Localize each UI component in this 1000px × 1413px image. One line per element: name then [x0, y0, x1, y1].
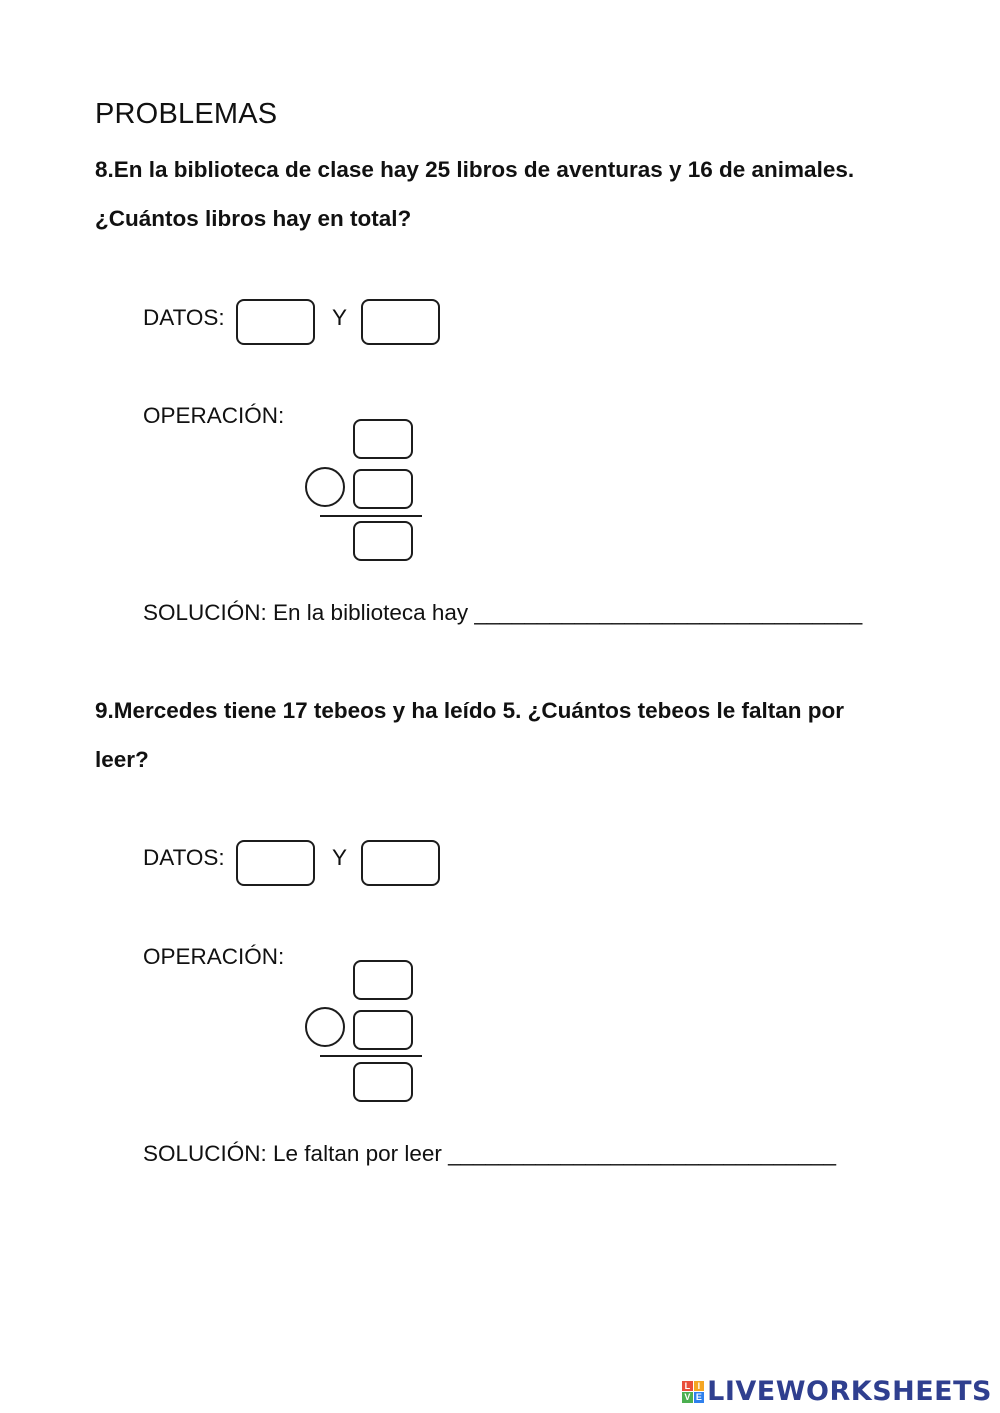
liveworksheets-logo-icon: [682, 1381, 704, 1403]
operacion-label: OPERACIÓN:: [143, 944, 285, 969]
datos-label: DATOS:: [143, 305, 225, 330]
result-box[interactable]: [353, 521, 413, 561]
operand-2-box[interactable]: [353, 1010, 413, 1050]
operacion-label: OPERACIÓN:: [143, 403, 285, 428]
operation-line: [320, 1055, 422, 1057]
liveworksheets-logo: [682, 1376, 992, 1407]
and-label: Y: [332, 305, 348, 330]
problem-8-question: ¿Cuántos libros hay en total?: [95, 206, 412, 231]
result-box[interactable]: [353, 1062, 413, 1102]
solucion-line[interactable]: SOLUCIÓN: En la biblioteca hay _______________________________: [143, 600, 863, 625]
logo-tile-l: L: [682, 1381, 693, 1392]
problem-8-statement: 8.En la biblioteca de clase hay 25 libros de aventuras y 16 de animales.: [95, 157, 855, 182]
operator-sign-circle[interactable]: [305, 467, 345, 507]
logo-tile-v: V: [682, 1392, 693, 1403]
logo-tile-e: E: [694, 1392, 705, 1403]
operand-1-box[interactable]: [353, 419, 413, 459]
page-title: PROBLEMAS: [95, 98, 278, 130]
logo-tile-i: I: [694, 1381, 705, 1392]
and-label: Y: [332, 845, 348, 870]
solucion-line[interactable]: SOLUCIÓN: Le faltan por leer _______________________________: [143, 1141, 837, 1166]
dato-1-box[interactable]: [236, 840, 315, 886]
operation-line: [320, 515, 422, 517]
liveworksheets-logo-text: LIVEWORKSHEETS: [707, 1376, 992, 1407]
operator-sign-circle[interactable]: [305, 1007, 345, 1047]
problem-9-statement: 9.Mercedes tiene 17 tebeos y ha leído 5. ¿Cuántos tebeos le faltan por: [95, 698, 844, 723]
operand-2-box[interactable]: [353, 469, 413, 509]
dato-2-box[interactable]: [361, 299, 440, 345]
operand-1-box[interactable]: [353, 960, 413, 1000]
problem-9-question: leer?: [95, 747, 149, 772]
dato-1-box[interactable]: [236, 299, 315, 345]
dato-2-box[interactable]: [361, 840, 440, 886]
datos-label: DATOS:: [143, 845, 225, 870]
